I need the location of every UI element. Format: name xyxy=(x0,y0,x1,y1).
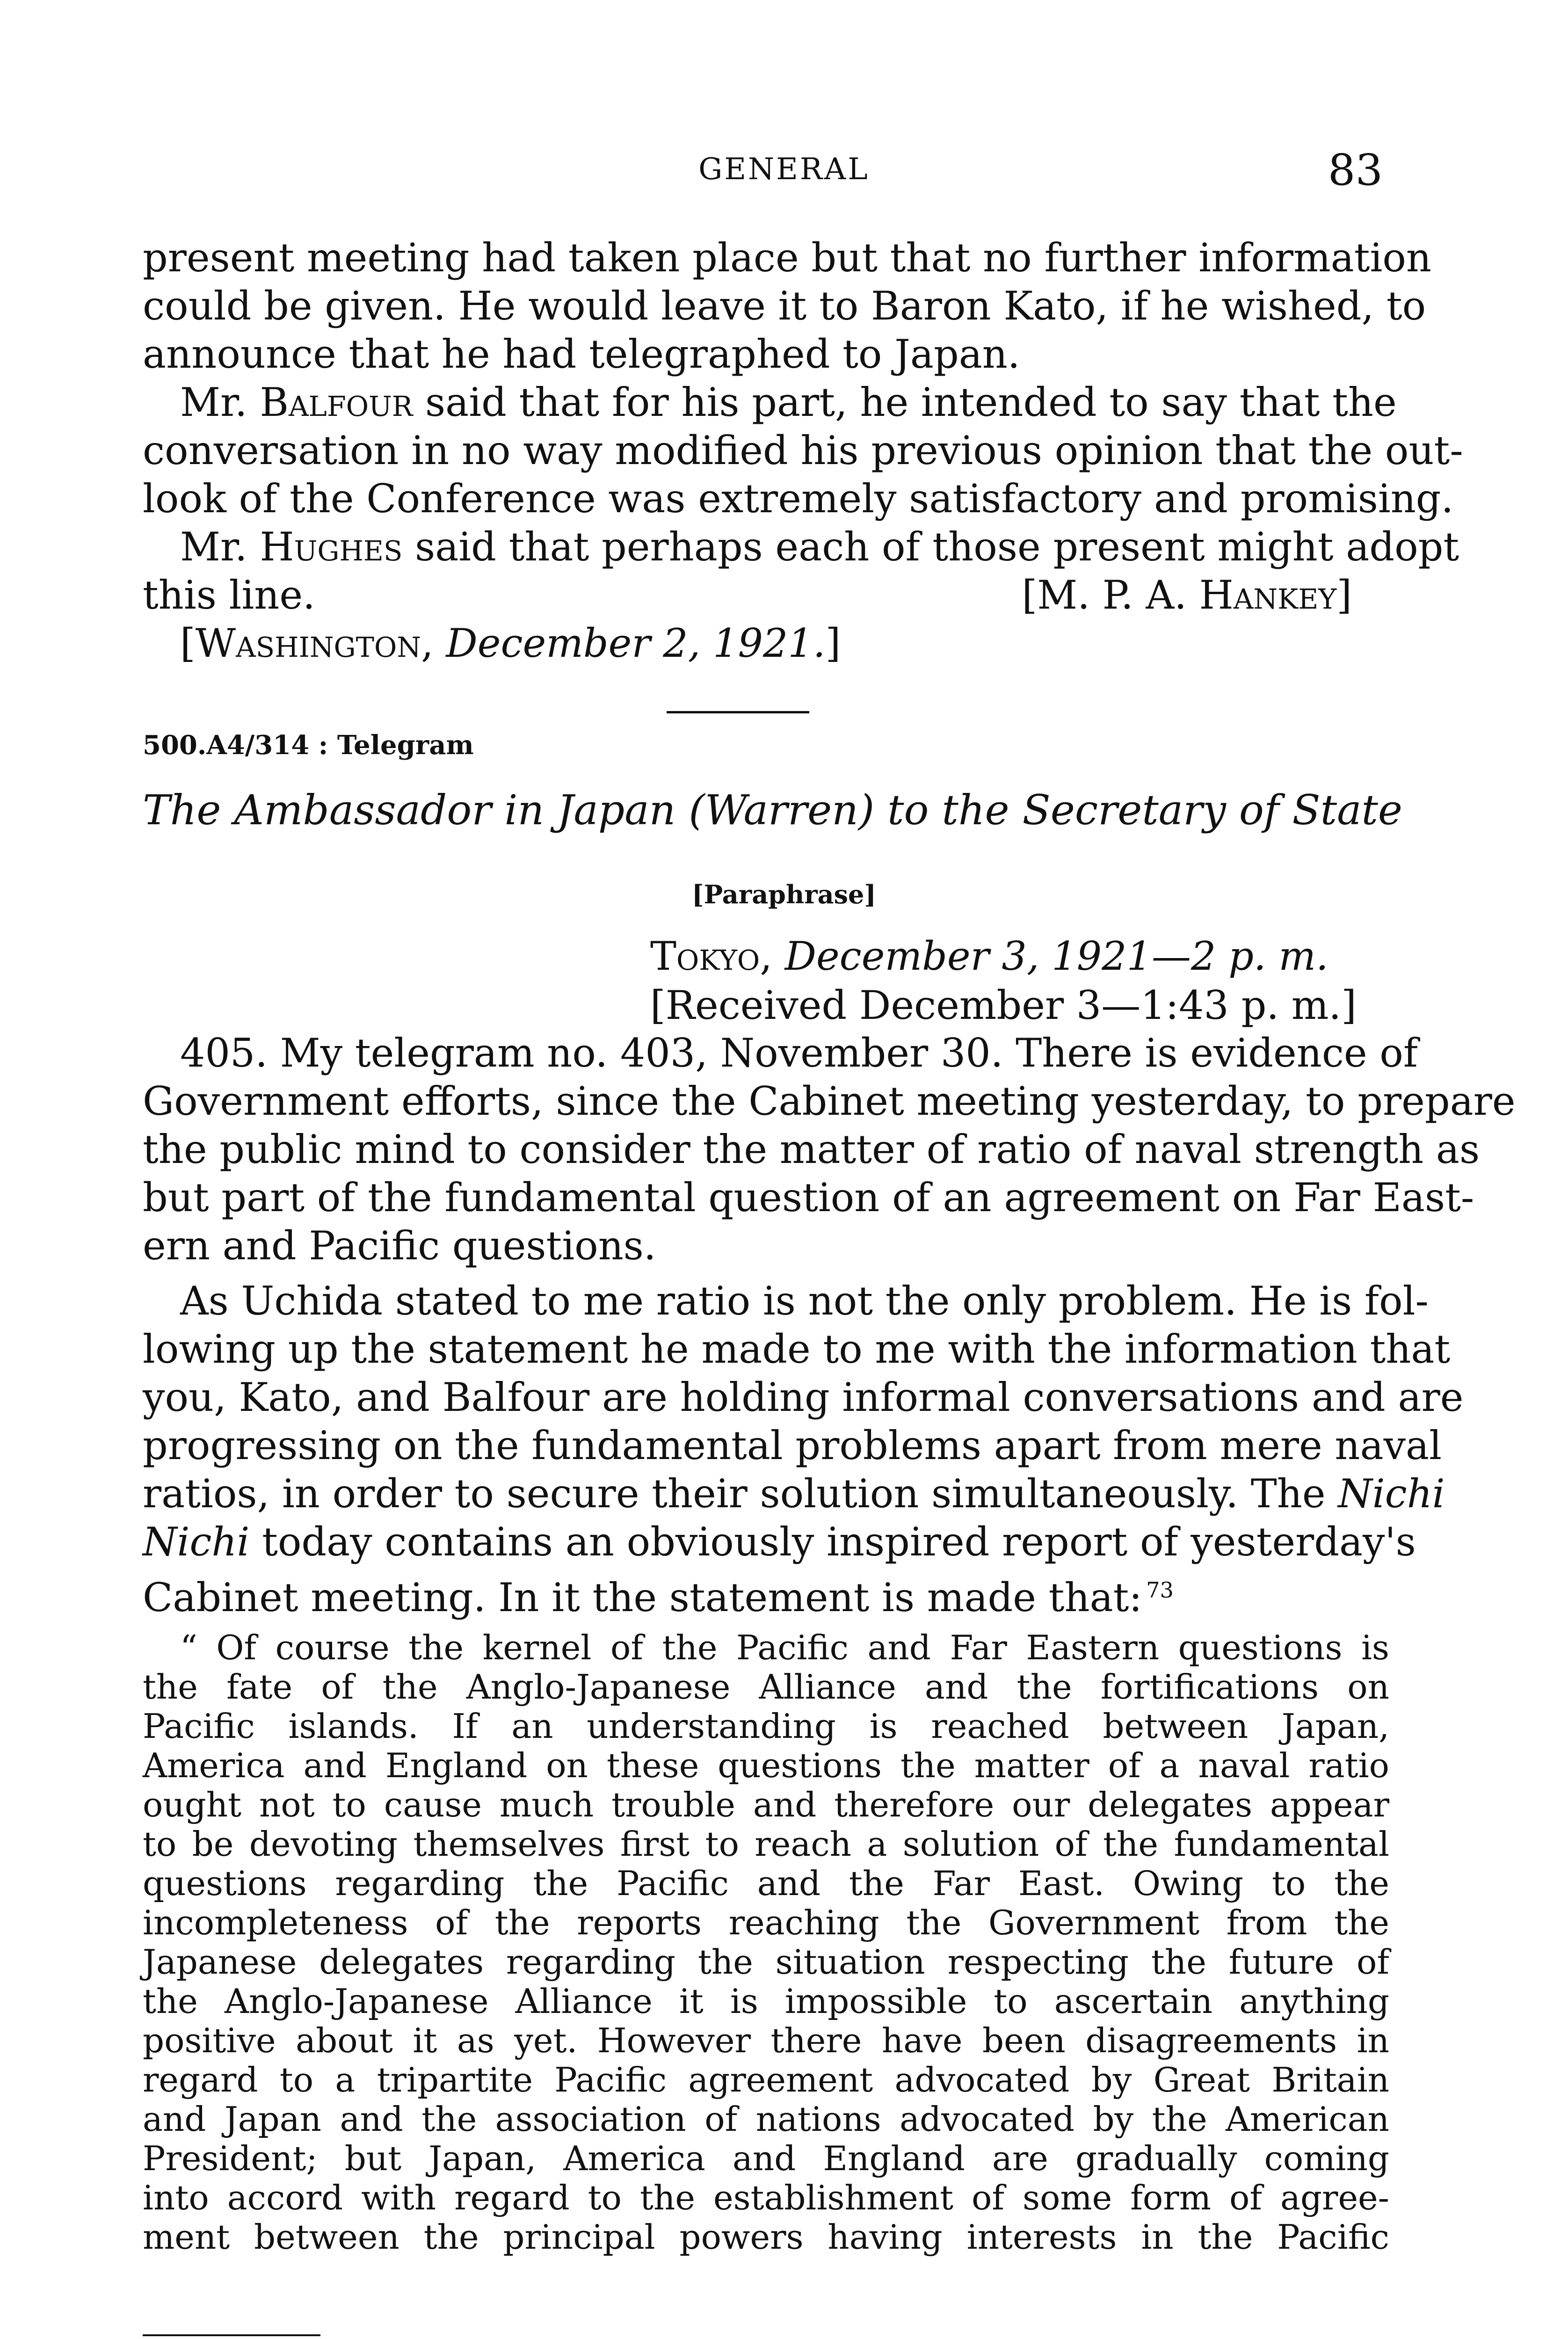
text-line: the public mind to consider the matter of ratio of naval strength as xyxy=(143,1126,1480,1172)
quote-line: positive about it as yet. However there have been disagreements in xyxy=(143,2021,1389,2060)
text-line: but part of the fundamental question of an agreement on Far East- xyxy=(143,1175,1474,1220)
text-line: conversation in no way modified his previous opinion that the out- xyxy=(143,428,1463,473)
file-number: 500.A4/314 : Telegram xyxy=(143,730,474,761)
quote-line: incompleteness of the reports reaching the Government from the xyxy=(143,1903,1389,1942)
quote-line: the fate of the Anglo-Japanese Alliance and the fortifications on xyxy=(143,1667,1389,1707)
text-line: ern and Pacific questions. xyxy=(143,1223,656,1269)
text-line: you, Kato, and Balfour are holding informal conversations and are xyxy=(143,1374,1464,1420)
text-line: look of the Conference was extremely satisfactory and promising. xyxy=(143,476,1454,522)
text-line: Government efforts, since the Cabinet meeting yesterday, to prepare xyxy=(143,1078,1516,1124)
text-line: 405. My telegram no. 403, November 30. There is evidence of xyxy=(180,1030,1418,1076)
text-line: Cabinet meeting. In it the statement is made that: $^{73}$ xyxy=(143,1575,1174,1620)
quote-line: ment between the principal powers having interests in the Pacific xyxy=(143,2217,1389,2257)
telegram-paragraph-1 xyxy=(143,1029,1516,1270)
received-line: [Received December 3—1:43 p. m.] xyxy=(650,982,1357,1028)
quote-line: into accord with regard to the establishment of some form of agree- xyxy=(143,2178,1389,2217)
quote-line: Pacific islands. If an understanding is reached between Japan, xyxy=(143,1707,1389,1746)
quote-line: regard to a tripartite Pacific agreement advocated by Great Britain xyxy=(143,2060,1389,2099)
quoted-statement xyxy=(143,1628,1389,2257)
speaker-name: Hughes xyxy=(260,524,403,570)
text-line: Nichi today contains an obviously inspired report of yesterday's xyxy=(143,1519,1416,1565)
speaker-name: Balfour xyxy=(260,379,413,425)
footnote-rule xyxy=(143,2334,320,2336)
quote-line: President; but Japan, America and England are gradually coming xyxy=(143,2139,1389,2178)
place-date-line: [Washington, December 2, 1921.] xyxy=(180,620,841,666)
text-line: As Uchida stated to me ratio is not the only problem. He is fol- xyxy=(180,1278,1429,1324)
text-line: ratios, in order to secure their solution simultaneously. The Nichi xyxy=(143,1471,1445,1517)
quote-line: Japanese delegates regarding the situation respecting the future of xyxy=(143,1942,1389,1982)
meeting-close-text xyxy=(143,234,1463,668)
paraphrase-label: [Paraphrase] xyxy=(692,879,876,909)
document-title: The Ambassador in Japan (Warren) to the Secretary of State xyxy=(143,786,1402,834)
footnote-reference: 73 xyxy=(1146,1577,1174,1603)
text-line: present meeting had taken place but that no further information xyxy=(143,235,1432,281)
hughes-line: Mr. Hughes said that perhaps each of those present might adopt xyxy=(180,524,1459,570)
newspaper-name: Nichi xyxy=(143,1519,250,1565)
newspaper-name: Nichi xyxy=(1338,1471,1445,1517)
text-line: progressing on the fundamental problems apart from mere naval xyxy=(143,1423,1442,1468)
quote-line: and Japan and the association of nations advocated by the American xyxy=(143,2099,1389,2139)
text-line: could be given. He would leave it to Baron Kato, if he wished, to xyxy=(143,283,1426,329)
quote-line: “ Of course the kernel of the Pacific and Far Eastern questions is xyxy=(180,1628,1389,1667)
telegram-paragraph-2 xyxy=(143,1277,1464,1622)
running-header: GENERAL xyxy=(698,152,870,187)
text-line: lowing up the statement he made to me with the information that xyxy=(143,1326,1451,1372)
quote-line: to be devoting themselves first to reach a solution of the fundamental xyxy=(143,1824,1389,1864)
page-number: 83 xyxy=(1328,145,1383,195)
signature: [M. P. A. Hankey] xyxy=(1022,572,1352,618)
quote-line: America and England on these questions the matter of a naval ratio xyxy=(143,1746,1389,1785)
quote-line: questions regarding the Pacific and the Far East. Owing to the xyxy=(143,1864,1389,1903)
quote-line: ought not to cause much trouble and therefore our delegates appear xyxy=(143,1785,1389,1824)
balfour-line: Mr. Balfour said that for his part, he intended to say that the xyxy=(180,379,1397,425)
text-line: announce that he had telegraphed to Japan. xyxy=(143,331,1020,377)
signature-line: this line. [M. P. A. Hankey] xyxy=(143,571,1389,619)
dateline: Tokyo, December 3, 1921—2 p. m. xyxy=(650,933,1328,979)
section-divider xyxy=(667,711,809,713)
quote-line: the Anglo-Japanese Alliance it is impossible to ascertain anything xyxy=(143,1982,1389,2021)
